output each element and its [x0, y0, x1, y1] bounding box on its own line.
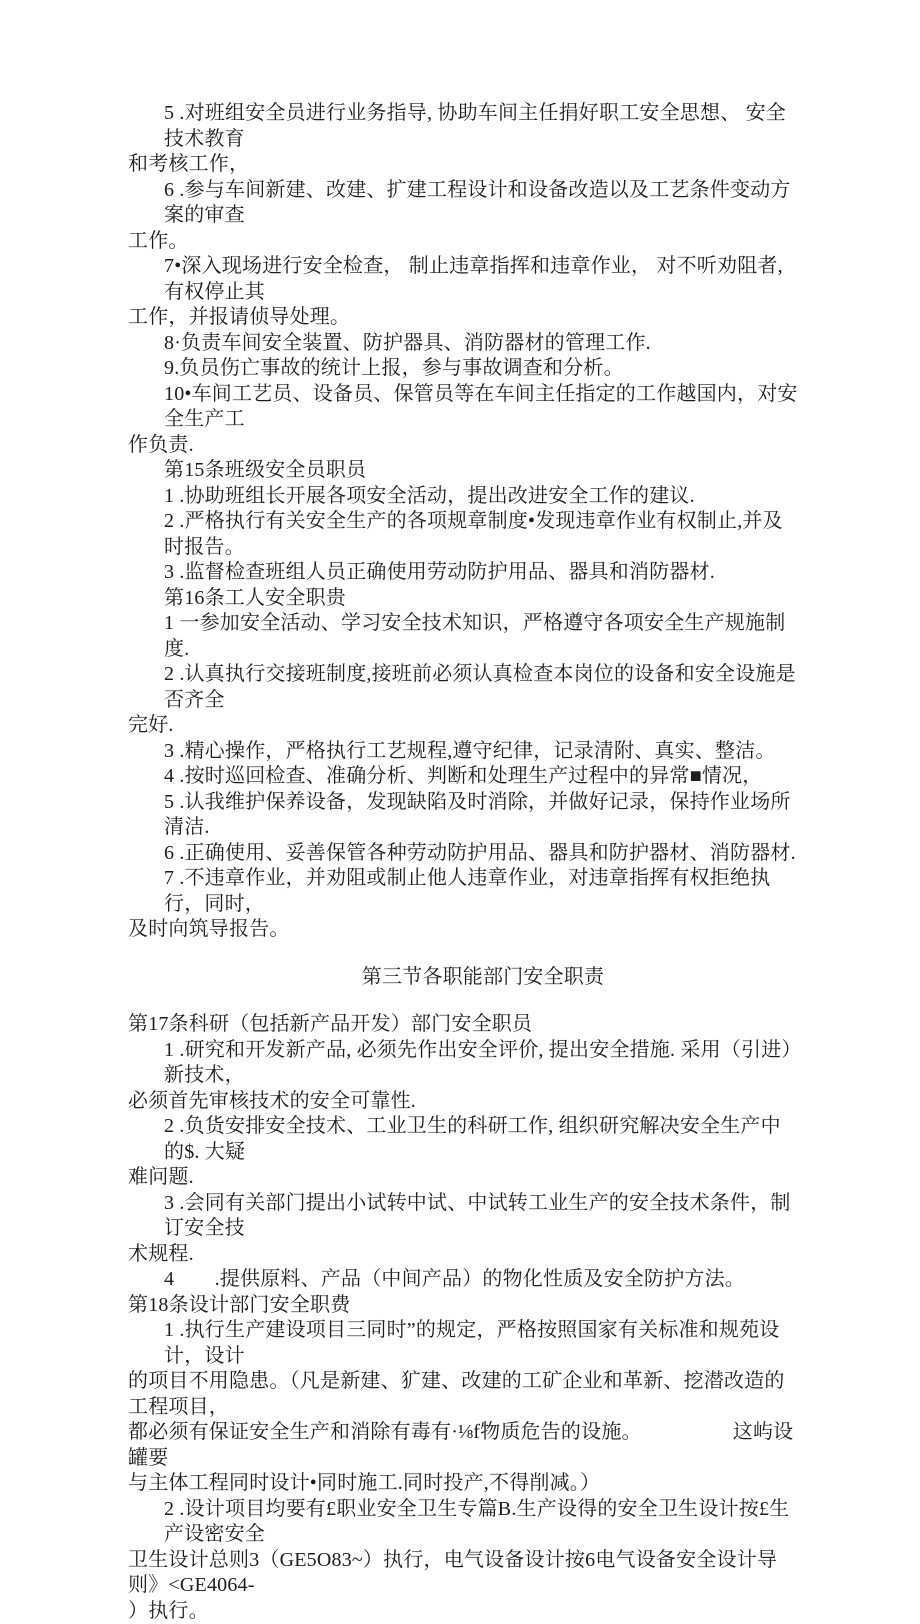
text-line: 2 .负货安排安全技术、工业卫生的科研工作, 组织研究解决安全生产中的$. 大疑	[128, 1114, 798, 1165]
section-heading: 第三节各职能部门安全职责	[128, 965, 798, 991]
text-line: 3 .会同有关部门提出小试转中试、中试转工业生产的安全技术条件，制订安全技	[128, 1191, 798, 1242]
text-line: 都必须有保证安全生产和消除有毒有·⅛f物质危告的设施。 这屿设罐要	[128, 1420, 798, 1471]
text-line: 难问题.	[128, 1165, 798, 1191]
text-line: 第16条工人安全职贵	[128, 586, 798, 612]
text-line: 7 .不违章作业，并劝阻或制止他人违章作业，对违章指挥有权拒绝执行，同时，	[128, 866, 798, 917]
text-line: 第18条设计部门安全职费	[128, 1293, 798, 1319]
text-line: 1 .执行生产建设项目三同时”的规定，严格按照国家有关标准和规苑设计，设计	[128, 1318, 798, 1369]
text-line: 5 .对班组安全员进行业务指导, 协助车间主任捐好职工安全思想、 安全技术教育	[128, 101, 798, 152]
text-line: 2 .认真执行交接班制度,接班前必须认真检查本岗位的设备和安全设施是否齐全	[128, 662, 798, 713]
blank-gap	[128, 943, 798, 965]
text-line: 5 .认我维护保养设备，发现缺陷及时消除，并做好记录，保持作业场所清洁.	[128, 790, 798, 841]
text-line: 4 .提供原料、产品（中间产品）的物化性质及安全防护方法。	[128, 1267, 798, 1293]
text-line: 4 .按时巡回检查、准确分析、判断和处理生产过程中的异常■情况，	[128, 764, 798, 790]
text-line: 第15条班级安全员职员	[128, 458, 798, 484]
text-line: 工作，并报请侦导处理。	[128, 305, 798, 331]
blank-gap	[128, 990, 798, 1012]
text-line: 1 .研究和开发新产品, 必须先作出安全评价, 提出安全措施. 采用（引进）新技术，	[128, 1038, 798, 1089]
text-line: 工作。	[128, 229, 798, 255]
text-line: 作负责.	[128, 433, 798, 459]
text-line: 1 一参加安全活动、学习安全技术知识，严格遵守各项安全生产规施制度.	[128, 611, 798, 662]
text-line: 必须首先审核技术的安全可靠性.	[128, 1089, 798, 1115]
text-line: 7•深入现场进行安全检查， 制止违章指挥和违章作业， 对不听劝阻者, 有权停止其	[128, 254, 798, 305]
text-line: 及时向筑导报告。	[128, 917, 798, 943]
text-line: 和考核工作，	[128, 152, 798, 178]
text-line: 第17条科研（包括新产品开发）部门安全职员	[128, 1012, 798, 1038]
text-line: ）执行。	[128, 1599, 798, 1624]
text-line: 完好.	[128, 713, 798, 739]
text-line: 1 .协助班组长开展各项安全活动，提出改进安全工作的建议.	[128, 484, 798, 510]
text-line: 6 .参与车间新建、改建、扩建工程设计和设备改造以及工艺条件变动方案的审查	[128, 178, 798, 229]
text-line: 9.负员伤亡事故的统计上报，参与事故调查和分析。	[128, 356, 798, 382]
text-line: 2 .设计项目均要有£职业安全卫生专篇B.生产设得的安全卫生设计按£生产设密安全	[128, 1497, 798, 1548]
text-line: 10•车间工艺员、设备员、保管员等在车间主任指定的工作越国内，对安全生产工	[128, 382, 798, 433]
text-line: 3 .精心操作，严格执行工艺规程,遵守纪律，记录清附、真实、整洁。	[128, 739, 798, 765]
text-line: 的项目不用隐患。（凡是新建、犷建、改建的工矿企业和革新、挖潜改造的工程项目，	[128, 1369, 798, 1420]
text-line: 2 .严格执行有关安全生产的各项规章制度•发现违章作业有权制止,并及时报告。	[128, 509, 798, 560]
document-body	[128, 101, 798, 1624]
text-line: 术规程.	[128, 1242, 798, 1268]
text-line: 6 .正确使用、妥善保管各种劳动防护用品、器具和防护器材、消防器材.	[128, 841, 798, 867]
text-line: 卫生设计总则3（GE5O83~）执行，电气设备设计按6电气设备安全设计导则》<GE4064-	[128, 1548, 798, 1599]
text-line: 8·负责车间安全装置、防护器具、消防器材的管理工作.	[128, 331, 798, 357]
text-line: 3 .监督检查班组人员正确使用劳动防护用品、器具和消防器材.	[128, 560, 798, 586]
text-line: 与主体工程同时设计•同时施工.同时投产,不得削减。）	[128, 1471, 798, 1497]
